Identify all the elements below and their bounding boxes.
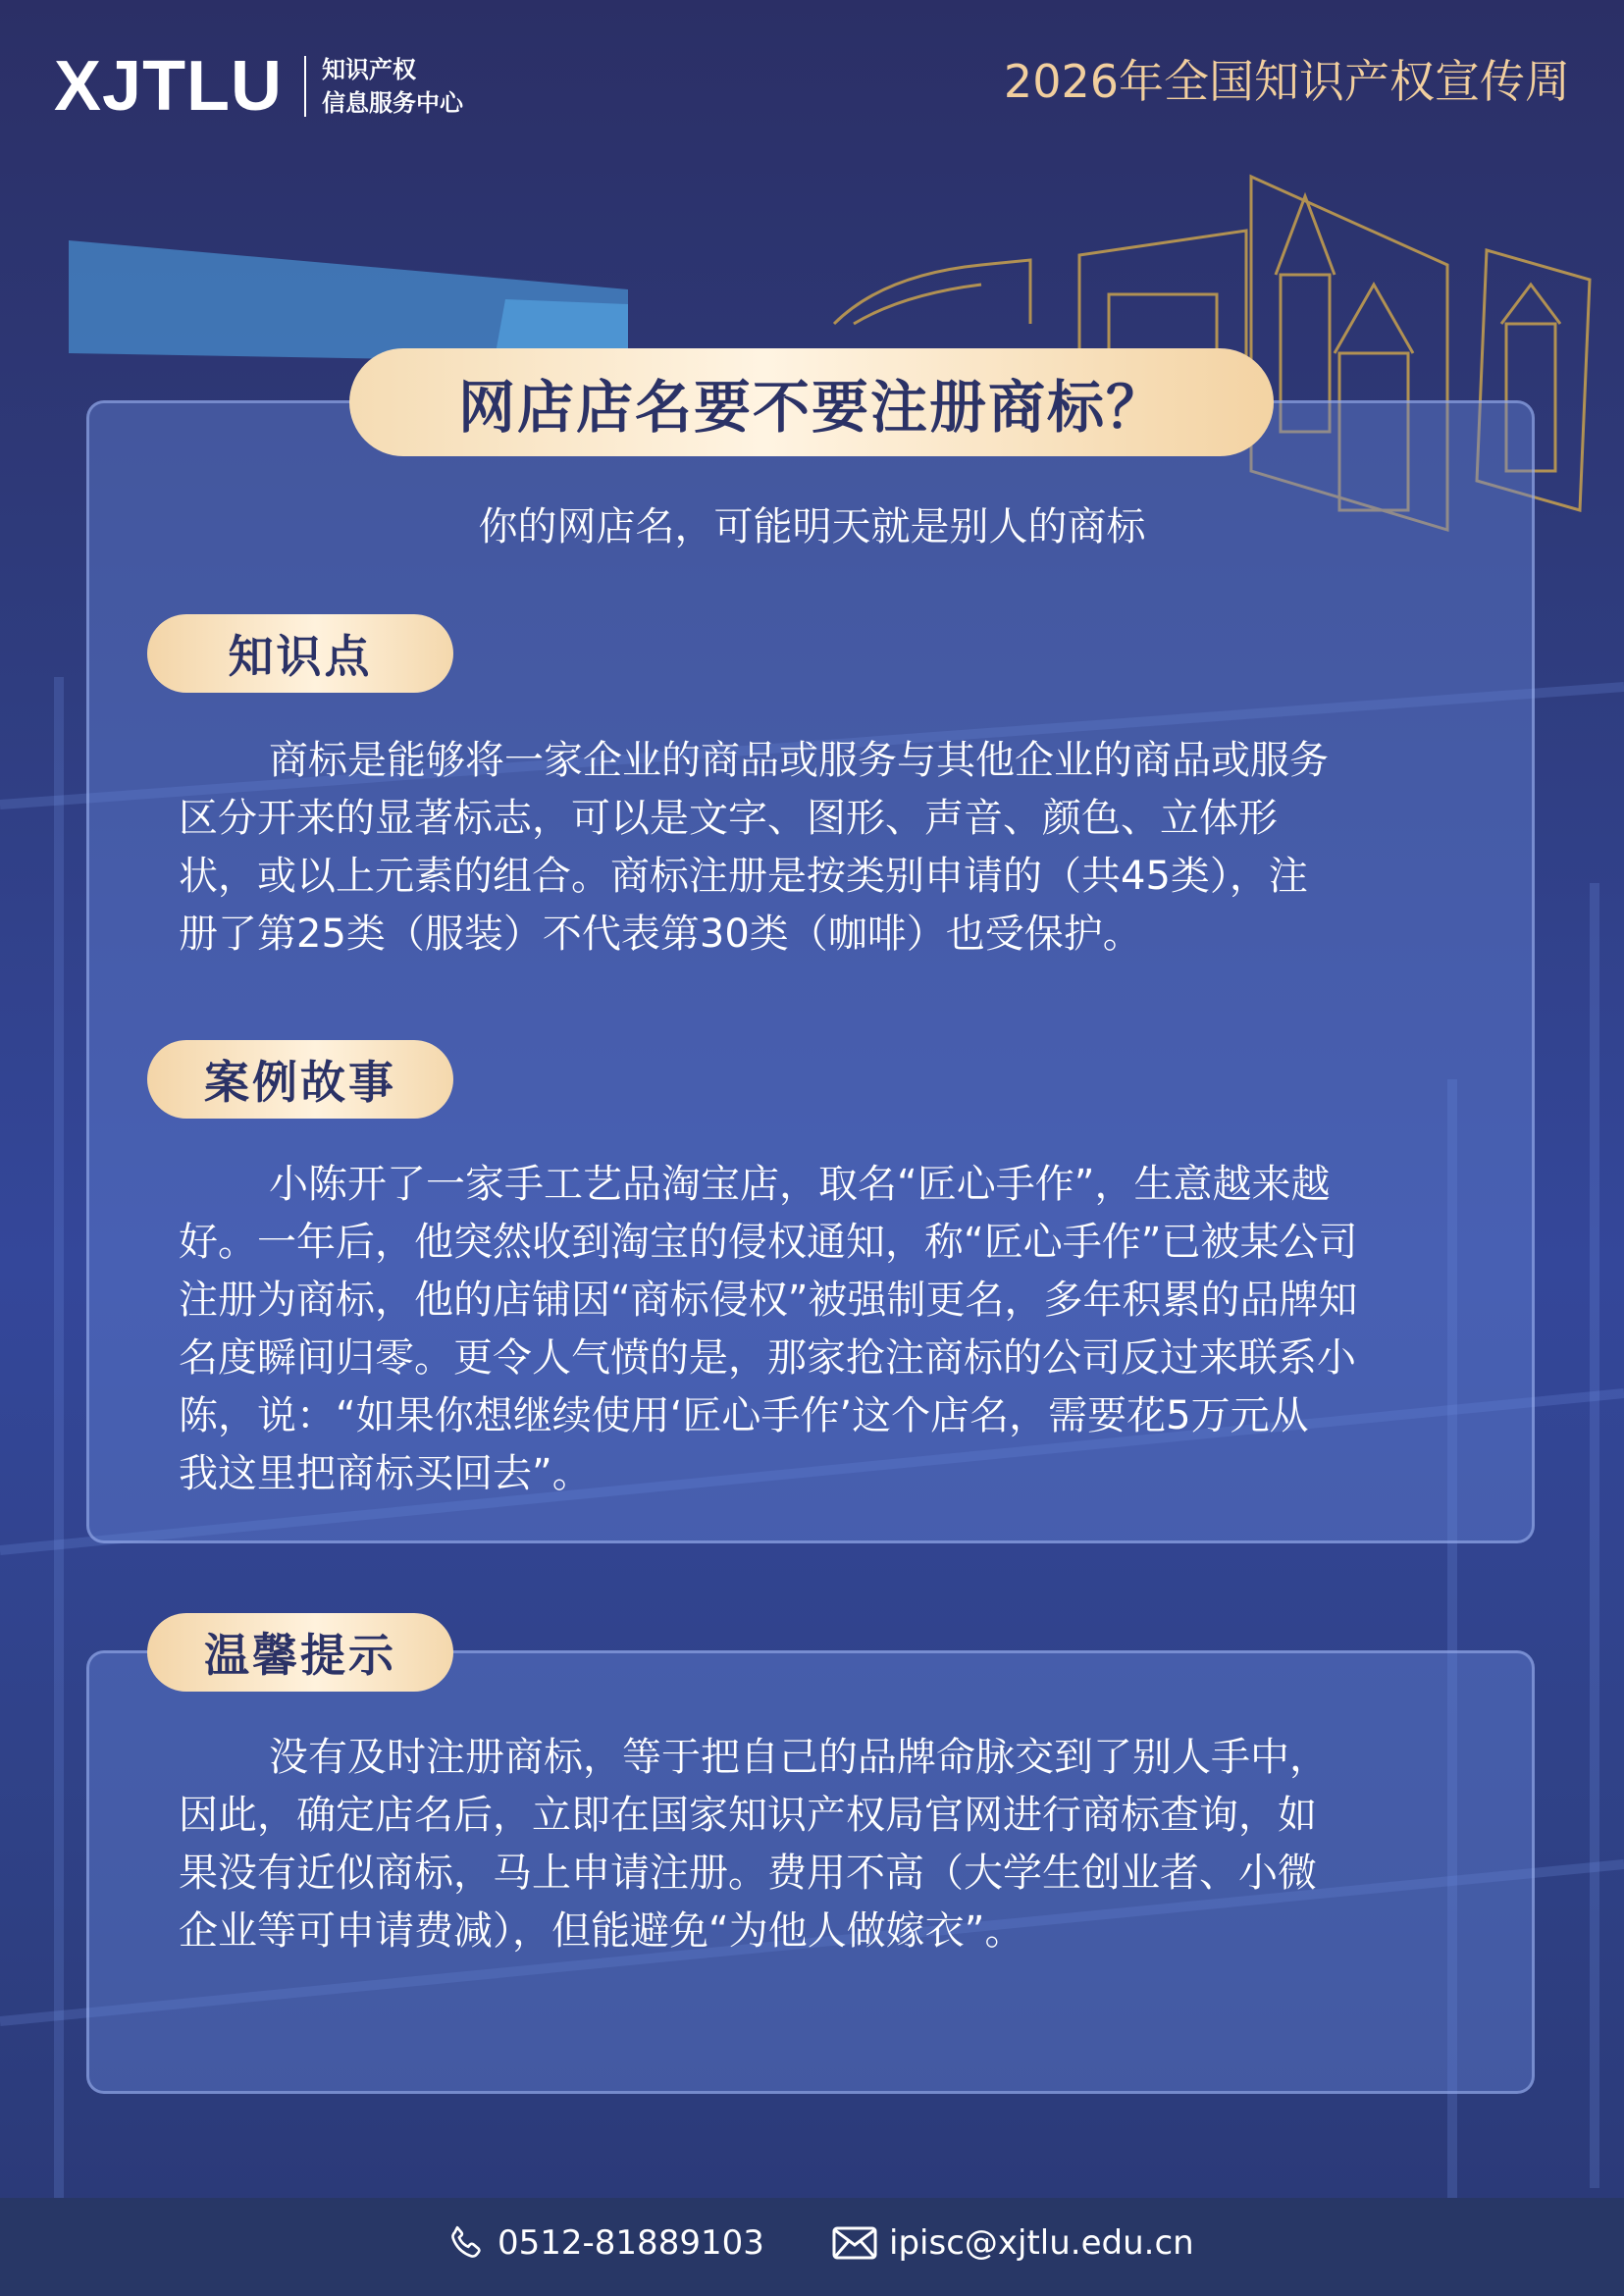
logo-subtitle-line-2: 信息服务中心 bbox=[322, 89, 464, 117]
paragraph-line: 没有及时注册商标，等于把自己的品牌命脉交到了别人手中， bbox=[269, 1735, 1329, 1780]
paragraph-line: 果没有近似商标，马上申请注册。费用不高（大学生创业者、小微 bbox=[179, 1851, 1317, 1896]
logo-subtitle-line-1: 知识产权 bbox=[322, 56, 417, 83]
footer-bar bbox=[0, 2198, 1624, 2296]
page-subtitle: 你的网店名，可能明天就是别人的商标 bbox=[478, 504, 1146, 549]
section-body-tips bbox=[179, 1729, 1464, 1960]
paragraph-line: 名度瞬间归零。更令人气愤的是，那家抢注商标的公司反过来联系小 bbox=[179, 1335, 1356, 1381]
paragraph-line: 因此，确定店名后，立即在国家知识产权局官网进行商标查询，如 bbox=[179, 1793, 1317, 1838]
email-address: ipisc@xjtlu.edu.cn bbox=[889, 2223, 1194, 2263]
logo-divider bbox=[304, 56, 306, 117]
section-heading-knowledge: 知识点 bbox=[147, 614, 453, 693]
paragraph-line: 小陈开了一家手工艺品淘宝店，取名“匠心手作”，生意越来越 bbox=[269, 1162, 1331, 1207]
section-heading-tips: 温馨提示 bbox=[147, 1613, 453, 1692]
section-body-knowledge bbox=[179, 732, 1464, 964]
section-heading-case-story: 案例故事 bbox=[147, 1040, 453, 1119]
paragraph-line: 状，或以上元素的组合。商标注册是按类别申请的（共45类），注 bbox=[179, 854, 1308, 899]
paragraph-line: 好。一年后，他突然收到淘宝的侵权通知，称“匠心手作”已被某公司 bbox=[179, 1220, 1358, 1265]
phone-number: 0512-81889103 bbox=[498, 2223, 764, 2263]
paragraph-line: 陈，说：“如果你想继续使用‘匠心手作’这个店名，需要花5万元从 bbox=[179, 1393, 1309, 1438]
event-title: 2026年全国知识产权宣传周 bbox=[1003, 55, 1570, 108]
xjtlu-logo bbox=[54, 47, 464, 126]
paragraph-line: 商标是能够将一家企业的商品或服务与其他企业的商品或服务 bbox=[269, 738, 1329, 783]
page-title: 网店店名要不要注册商标？ bbox=[349, 348, 1274, 456]
envelope-icon bbox=[832, 2226, 877, 2260]
phone-icon bbox=[446, 2223, 486, 2263]
logo-subtitle bbox=[322, 53, 463, 120]
paragraph-line: 册了第25类（服装）不代表第30类（咖啡）也受保护。 bbox=[179, 912, 1142, 957]
section-body-case-story bbox=[179, 1156, 1464, 1503]
logo-wordmark: XJTLU bbox=[54, 47, 284, 126]
email-contact[interactable] bbox=[832, 2223, 1194, 2263]
paragraph-line: 我这里把商标买回去”。 bbox=[179, 1451, 592, 1496]
paragraph-line: 区分开来的显著标志，可以是文字、图形、声音、颜色、立体形 bbox=[179, 796, 1278, 841]
phone-contact[interactable] bbox=[446, 2223, 764, 2263]
paragraph-line: 注册为商标，他的店铺因“商标侵权”被强制更名，多年积累的品牌知 bbox=[179, 1278, 1358, 1323]
paragraph-line: 企业等可申请费减），但能避免“为他人做嫁衣”。 bbox=[179, 1908, 1024, 1954]
